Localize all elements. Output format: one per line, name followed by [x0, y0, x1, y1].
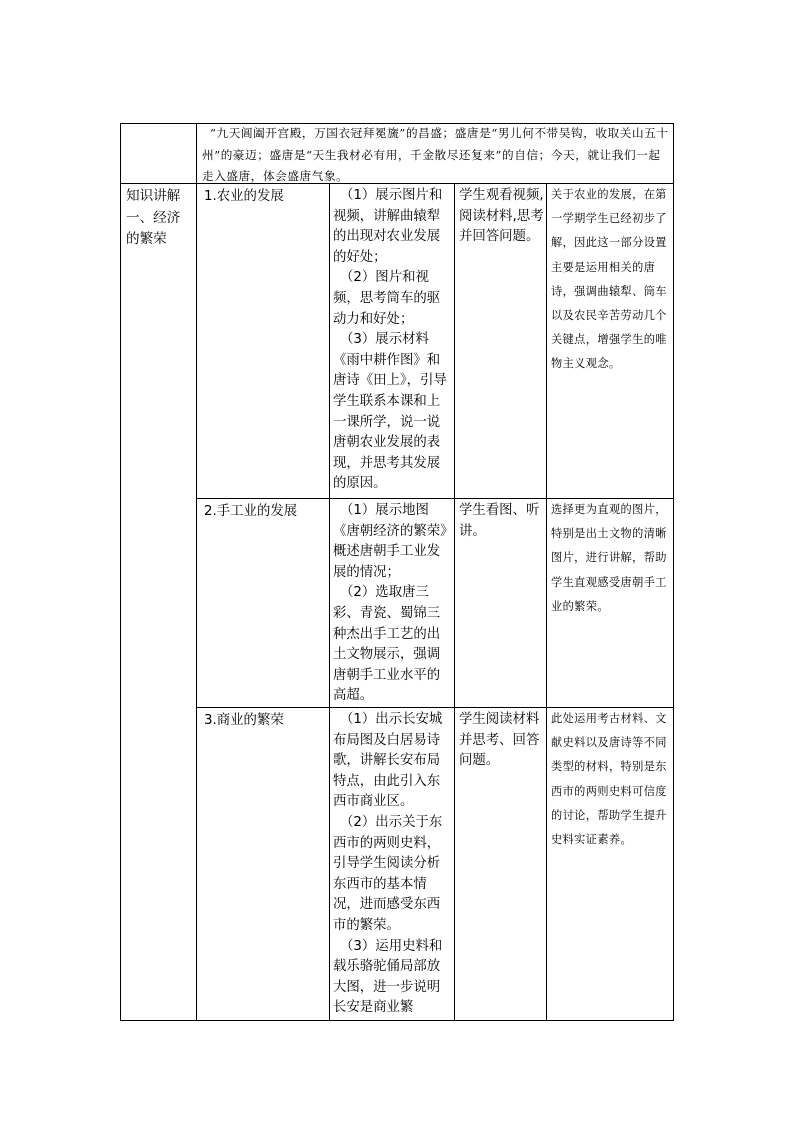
design-intent: 此处运用考古材料、文献史料以及唐诗等不同类型的材料，特别是东西市的两则史料可信度的讨论，帮助学生提升史料实证素养。	[551, 712, 667, 847]
teacher-activity	[333, 501, 453, 706]
column-divider	[196, 123, 197, 1021]
topic-label: 2.手工业的发展	[204, 504, 298, 519]
topic-label: 3.商业的繁荣	[204, 713, 284, 728]
teacher-step: （3）运用史料和载乐骆驼俑局部放大图，进一步说明长安是商业繁	[333, 938, 443, 1016]
column-divider	[546, 183, 547, 1021]
teacher-activity	[333, 186, 453, 496]
student-activity: 学生观看视频,阅读材料,思考并回答问题。	[459, 188, 544, 245]
table-border-bottom	[120, 1020, 674, 1021]
design-intent: 关于农业的发展，在第一学期学生已经初步了解，因此这一部分设置主要是运用相关的唐诗，强调曲辕犁、筒车以及农民辛苦劳动几个关键点，增强学生的唯物主义观念。	[551, 188, 667, 371]
table-border-left	[120, 123, 121, 1021]
teacher-step: （1）展示图片和视频，讲解曲辕犁的出现对农业发展的好处；	[333, 188, 443, 265]
design-intent: 选择更为直观的图片，特别是出土文物的清晰图片，进行讲解，帮助学生直观感受唐朝手工业的繁荣。	[551, 503, 667, 613]
student-activity: 学生阅读材料并思考、回答问题。	[459, 712, 540, 769]
teacher-step: （2）出示关于东西市的两则史料，引导学生阅读分析东西市的基本情况，进而感受东西市的繁荣。	[333, 814, 443, 933]
section-label: 知识讲解一、经济的繁荣	[126, 188, 181, 247]
teacher-activity	[333, 710, 453, 1018]
teacher-step: （2）选取唐三彩、青瓷、蜀锦三种杰出手工艺的出土文物展示，强调唐朝手工业水平的高超。	[333, 585, 441, 704]
student-activity: 学生看图、听讲。	[459, 503, 540, 539]
teacher-step: （1）出示长安城布局图及白居易诗歌，讲解长安布局特点，由此引入东西市商业区。	[333, 712, 443, 810]
teacher-step: （1）展示地图《唐朝经济的繁荣》概述唐朝手工业发展的情况；	[333, 503, 447, 580]
intro-paragraph: “九天阊阖开宫殿，万国衣冠拜冕旒”的昌盛；盛唐是“男儿何不带吴钩，收取关山五十州”的豪迈；盛唐是“天生我材必有用，千金散尽还复来”的自信；今天，就让我们一起走入盛唐，体会盛唐气象。	[202, 126, 669, 183]
lesson-plan-table	[120, 123, 674, 1021]
table-border-right	[673, 123, 674, 1021]
column-divider	[454, 183, 455, 1021]
teacher-step: （2）图片和视频，思考筒车的驱动力和好处；	[333, 270, 441, 327]
teacher-step: （3）展示材料《雨中耕作图》和唐诗《田上》，引导学生联系本课和上一课所学，说一说唐朝农业发展的表现，并思考其发展的原因。	[333, 332, 447, 492]
column-divider	[329, 183, 330, 1021]
topic-label: 1.农业的发展	[204, 189, 284, 204]
